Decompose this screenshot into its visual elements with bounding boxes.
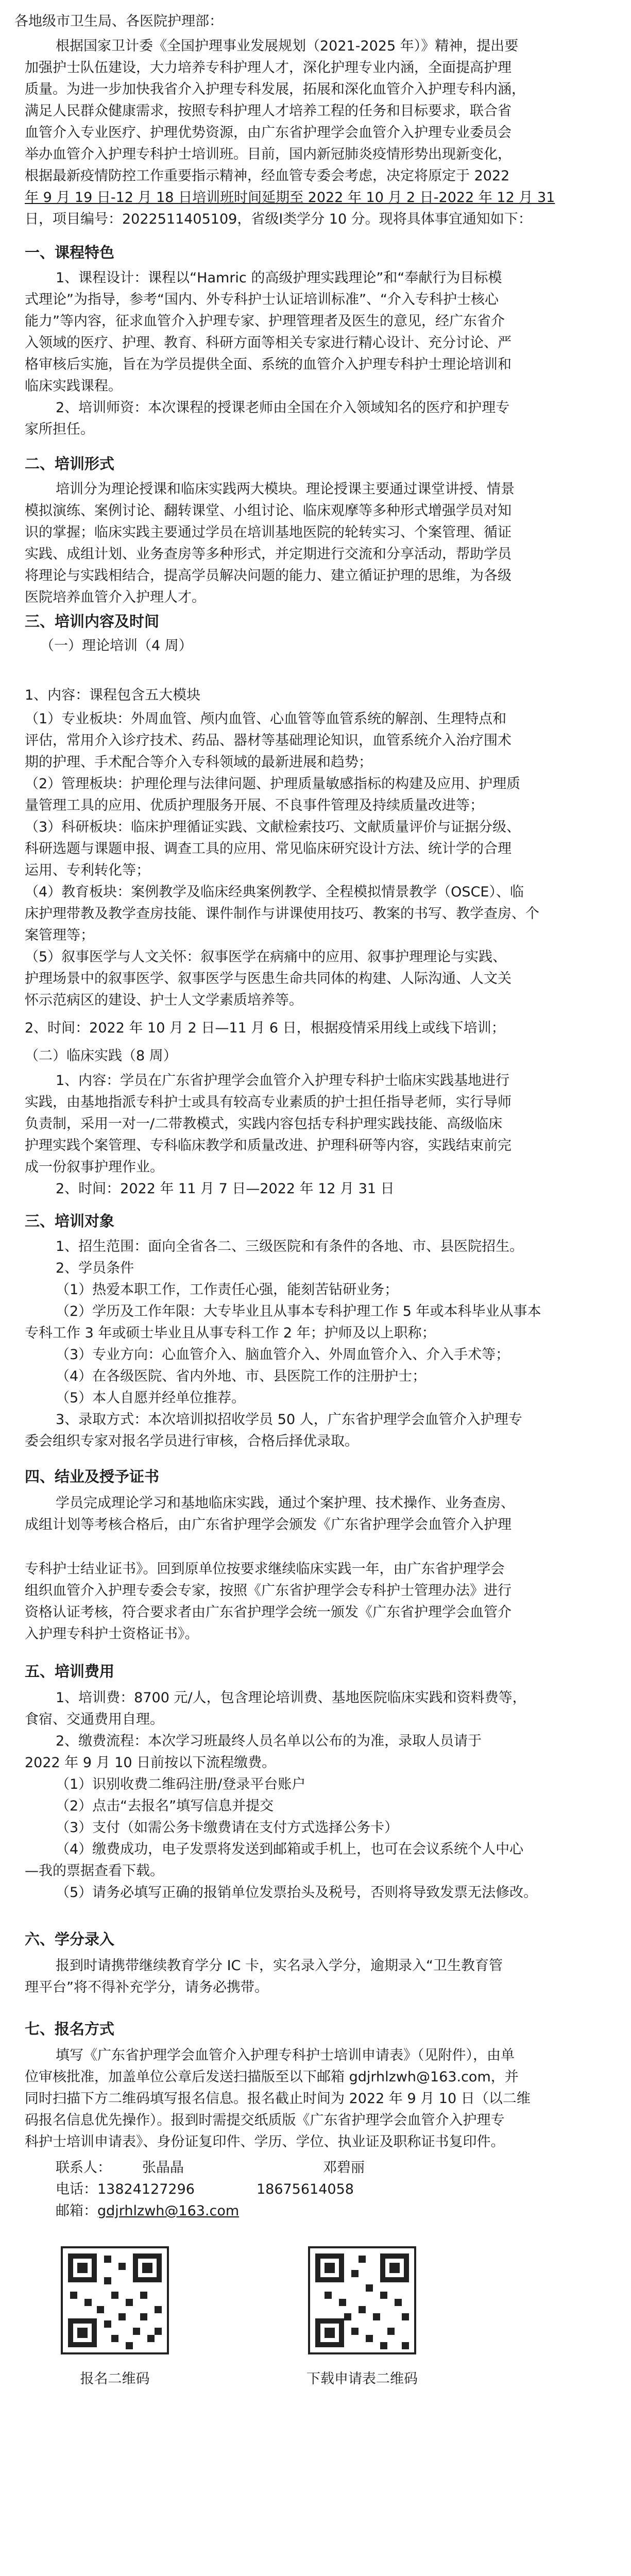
contact-name-2: 邓碧丽 — [323, 2160, 365, 2176]
faculty-line: 家所担任。 — [25, 421, 94, 437]
section-heading-fees: 五、培训费用 — [25, 1663, 115, 1680]
faculty-line: 2、培训师资：本次课程的授课老师由全国在介入领域知名的医疗和护理专 — [56, 400, 510, 416]
phone-1: 13824127296 — [97, 2181, 195, 2197]
clinical-subheading: （二）临床实践（8 周） — [25, 1048, 177, 1064]
clinical-time: 2、时间：2022 年 11 月 7 日—2022 年 12 月 31 日 — [56, 1181, 395, 1197]
registration-line: 科护士培训申请表》、身份证复印件、学历、学位、执业证及职称证书复印件。 — [25, 2134, 505, 2150]
contact-label: 联系人： — [56, 2160, 111, 2176]
intro-line: 加强护士队伍建设，大力培养专科护理人才，深化护理专业内涵，全面提高护理 — [25, 60, 511, 76]
email-label: 邮箱： — [56, 2203, 97, 2219]
clinical-line: 负责制，采用一对一/二带教模式，实践内容包括专科护理实践技能、高级临床 — [25, 1116, 503, 1132]
module-line: 科研选题与课题申报、调查工具的应用、常见临床研究设计方法、统计学的合理 — [25, 841, 511, 857]
section-heading-content: 三、培训内容及时间 — [25, 613, 160, 630]
module-line: （1）专业板块：外周血管、颅内血管、心血管等血管系统的解剖、生理特点和 — [25, 711, 507, 727]
module-line: 案管理等； — [25, 927, 94, 943]
fee-step: （4）缴费成功，电子发票将发送到邮箱或手机上，也可在会议系统个人中心 — [56, 1841, 524, 1857]
trainee-line: （5）本人自愿并经单位推荐。 — [56, 1390, 246, 1406]
intro-line: 日，项目编号：2022511405109，省级Ⅰ类学分 10 分。现将具体事宜通知如下： — [25, 211, 532, 227]
format-line: 医院培养血管介入护理人才。 — [25, 589, 206, 605]
theory-subheading: （一）理论培训（4 周） — [40, 638, 193, 654]
module-line: 期的护理、手术配合等介入专科领域的最新进展和趋势； — [25, 754, 372, 770]
registration-qr-caption: 报名二维码 — [80, 2371, 150, 2387]
module-line: 量管理工具的应用、优质护理服务开展、不良事件管理及持续质量改进等； — [25, 798, 484, 814]
module-line: 评估，常用介入诊疗技术、药品、器材等基础理论知识，血管系统介入治疗围术 — [25, 733, 511, 749]
trainee-line: 专科工作 3 年或硕士毕业且从事专科工作 2 年；护师及以上职称； — [25, 1325, 436, 1341]
intro-line-date-change: 年 9 月 19 日-12 月 18 日培训班时间延期至 2022 年 10 月 2 日-2022 年 12 月 31 — [25, 190, 555, 206]
format-line: 培训分为理论授课和临床实践两大模块。理论授课主要通过课堂讲授、情景 — [56, 481, 515, 497]
registration-line: 位审核批准，加盖单位公章后发送扫描版至以下邮箱 gdjrhlzwh@163.com，并 — [25, 2069, 519, 2085]
certificate-line: 学员完成理论学习和基地临床实践，通过个案护理、技术操作、业务查房、 — [56, 1495, 515, 1511]
trainee-line: 委会组织专家对报名学员进行审核，合格后择优录取。 — [25, 1433, 359, 1449]
format-line: 识的掌握；临床实践主要通过学员在培训基地医院的轮转实习、个案管理、循证 — [25, 524, 511, 540]
module-line: 运用、专利转化等； — [25, 862, 150, 878]
certificate-line: 组织血管介入护理专委会专家，按照《广东省护理学会专科护士管理办法》进行 — [25, 1583, 511, 1599]
trainee-line: （4）在各级医院、省内外地、市、县医院工作的注册护士； — [56, 1368, 427, 1384]
contact-name-1: 张晶晶 — [142, 2160, 184, 2176]
phone-label: 电话： — [56, 2181, 97, 2197]
intro-line: 举办血管介入护理专科护士培训班。目前，国内新冠肺炎疫情形势出现新变化， — [25, 146, 511, 162]
clinical-line: 1、内容：学员在广东省护理学会血管介入护理专科护士临床实践基地进行 — [56, 1073, 510, 1089]
trainee-line: （3）专业方向：心血管介入、脑血管介入、外周血管介入、介入手术等； — [56, 1347, 510, 1363]
fee-line: 食宿、交通费用自理。 — [25, 1711, 164, 1727]
fee-step: —我的票据查看下载。 — [25, 1863, 164, 1879]
module-line: 怀示范病区的建设、护士人文学素质培养等。 — [25, 992, 303, 1008]
content-title: 1、内容：课程包含五大模块 — [25, 687, 201, 703]
fee-step: （3）支付（如需公务卡缴费请在支付方式选择公务卡） — [56, 1820, 399, 1836]
clinical-line: 成一份叙事护理作业。 — [25, 1159, 164, 1175]
certificate-line: 入护理专科护士资格证书》。 — [25, 1626, 199, 1642]
intro-line: 根据国家卫计委《全国护理事业发展规划（2021-2025 年）》精神，提出要 — [56, 38, 519, 54]
application-form-qr-caption: 下载申请表二维码 — [306, 2371, 418, 2387]
course-design-line: 式理论”为指导，参考“国内、外专科护士认证培训标准”、“介入专科护士核心 — [25, 292, 499, 308]
greeting: 各地级市卫生局、各医院护理部： — [14, 13, 223, 29]
format-line: 将理论与实践相结合，提高学员解决问题的能力、建立循证护理的思维，为各级 — [25, 568, 511, 584]
format-line: 模拟演练、案例讨论、翻转课堂、小组讨论、临床观摩等多种形式增强学员对知 — [25, 503, 511, 519]
course-design-line: 1、课程设计：课程以“Hamric 的高级护理实践理论”和“奉献行为目标模 — [56, 270, 502, 286]
module-line: 护理场景中的叙事医学、叙事医学与医患生命共同体的构建、人际沟通、人文关 — [25, 971, 511, 987]
module-line: 床护理带教及教学查房技能、课件制作与讲课使用技巧、教案的书写、教学查房、个 — [25, 906, 539, 922]
trainee-line: （1）热爱本职工作，工作责任心强，能刻苦钻研业务； — [56, 1282, 399, 1298]
module-line: （3）科研板块：临床护理循证实践、文献检索技巧、文献质量评价与证据分级、 — [25, 819, 521, 835]
format-line: 实践、成组计划、业务查房等多种形式，并定期进行交流和分享活动，帮助学员 — [25, 546, 511, 562]
phone-row — [56, 2179, 607, 2200]
registration-line: 填写《广东省护理学会血管介入护理专科护士培训申请表》（见附件），由单 — [56, 2047, 515, 2063]
email-link[interactable]: gdjrhlzwh@163.com — [97, 2203, 240, 2219]
module-line: （5）叙事医学与人文关怀：叙事医学在病痛中的应用、叙事护理理论与实践、 — [25, 949, 507, 965]
certificate-line: 专科护士结业证书》。回到原单位按要求继续临床实践一年，由广东省护理学会 — [25, 1561, 505, 1577]
contact-row — [56, 2158, 607, 2178]
section-heading-course: 一、课程特色 — [25, 244, 115, 261]
fee-step: （5）请务必填写正确的报销单位发票抬头及税号，否则将导致发票无法修改。 — [56, 1885, 538, 1901]
clinical-line: 护理实践个案管理、专科临床教学和质量改进、护理科研等内容，实践结束前完 — [25, 1138, 511, 1154]
intro-line: 根据最新疫情防控工作重要指示精神，经血管专委会考虑，决定将原定于 2022 — [25, 168, 510, 184]
fee-step: （1）识别收费二维码注册/登录平台账户 — [56, 1776, 306, 1792]
theory-time: 2、时间：2022 年 10 月 2 日—11 月 6 日，根据疫情采用线上或线下培训； — [25, 1020, 505, 1036]
course-design-line: 能力”等内容，征求血管介入护理专家、护理管理者及医生的意见，经广东省介 — [25, 313, 505, 329]
clinical-line: 实践，由基地指派专科护士或具有较高专业素质的护士担任指导老师，实行导师 — [25, 1094, 511, 1110]
registration-qr-code[interactable] — [61, 2246, 169, 2354]
intro-line: 血管介入专业医疗、护理优势资源，由广东省护理学会血管介入护理专业委员会 — [25, 125, 511, 141]
email-row — [56, 2201, 607, 2222]
credit-line: 报到时请携带继续教育学分 IC 卡，实名录入学分，逾期录入“卫生教育管 — [56, 1958, 503, 1974]
module-line: （4）教育板块：案例教学及临床经典案例教学、全程模拟情景教学（OSCE）、临 — [25, 884, 524, 900]
phone-2: 18675614058 — [256, 2181, 354, 2197]
trainee-line: 1、招生范围：面向全省各二、三级医院和有条件的各地、市、县医院招生。 — [56, 1239, 524, 1255]
certificate-line: 成组计划等考核合格后，由广东省护理学会颁发《广东省护理学会血管介入护理 — [25, 1517, 511, 1533]
course-design-line: 临床实践课程。 — [25, 378, 122, 394]
intro-line: 质量。为进一步加快我省介入护理专科发展，拓展和深化血管介入护理专科内涵， — [25, 81, 525, 97]
fee-step: （2）点击“去报名”填写信息并提交 — [56, 1798, 274, 1814]
registration-line: 同时扫描下方二维码填写报名信息。报名截止时间为 2022 年 9 月 10 日（以二维 — [25, 2091, 531, 2107]
trainee-line: 3、录取方式：本次培训拟招收学员 50 人，广东省护理学会血管介入护理专 — [56, 1412, 522, 1428]
course-design-line: 入领域的医疗、护理、教育、科研方面等相关专家进行精心设计、充分讨论、严 — [25, 335, 511, 351]
course-design-line: 格审核后实施，旨在为学员提供全面、系统的血管介入护理专科护士理论培训和 — [25, 357, 511, 372]
section-heading-credits: 六、学分录入 — [25, 1930, 115, 1948]
trainee-line: 2、学员条件 — [56, 1260, 134, 1276]
fee-line: 2、缴费流程：本次学习班最终人员名单以公布的为准，录取人员请于 — [56, 1733, 482, 1749]
application-form-qr-code[interactable] — [308, 2246, 416, 2354]
fee-line: 2022 年 9 月 10 日前按以下流程缴费。 — [25, 1755, 276, 1771]
registration-line: 码报名信息优先操作）。报到时需提交纸质版《广东省护理学会血管介入护理专 — [25, 2112, 505, 2128]
fee-line: 1、培训费：8700 元/人，包含理论培训费、基地医院临床实践和资料费等， — [56, 1690, 526, 1706]
intro-line: 满足人民群众健康需求，按照专科护理人才培养工程的任务和目标要求，联合省 — [25, 103, 511, 119]
credit-line: 理平台”将不得补充学分，请务必携带。 — [25, 1979, 268, 1995]
trainee-line: （2）学历及工作年限：大专毕业且从事本专科护理工作 5 年或本科毕业从事本 — [56, 1303, 541, 1319]
section-heading-format: 二、培训形式 — [25, 455, 115, 472]
certificate-line: 资格认证考核，符合要求者由广东省护理学会统一颁发《广东省护理学会血管介 — [25, 1604, 511, 1620]
section-heading-trainees: 三、培训对象 — [25, 1212, 115, 1230]
module-line: （2）管理板块：护理伦理与法律问题、护理质量敏感指标的构建及应用、护理质 — [25, 776, 521, 792]
section-heading-certificate: 四、结业及授予证书 — [25, 1468, 160, 1485]
section-heading-registration: 七、报名方式 — [25, 2020, 115, 2038]
